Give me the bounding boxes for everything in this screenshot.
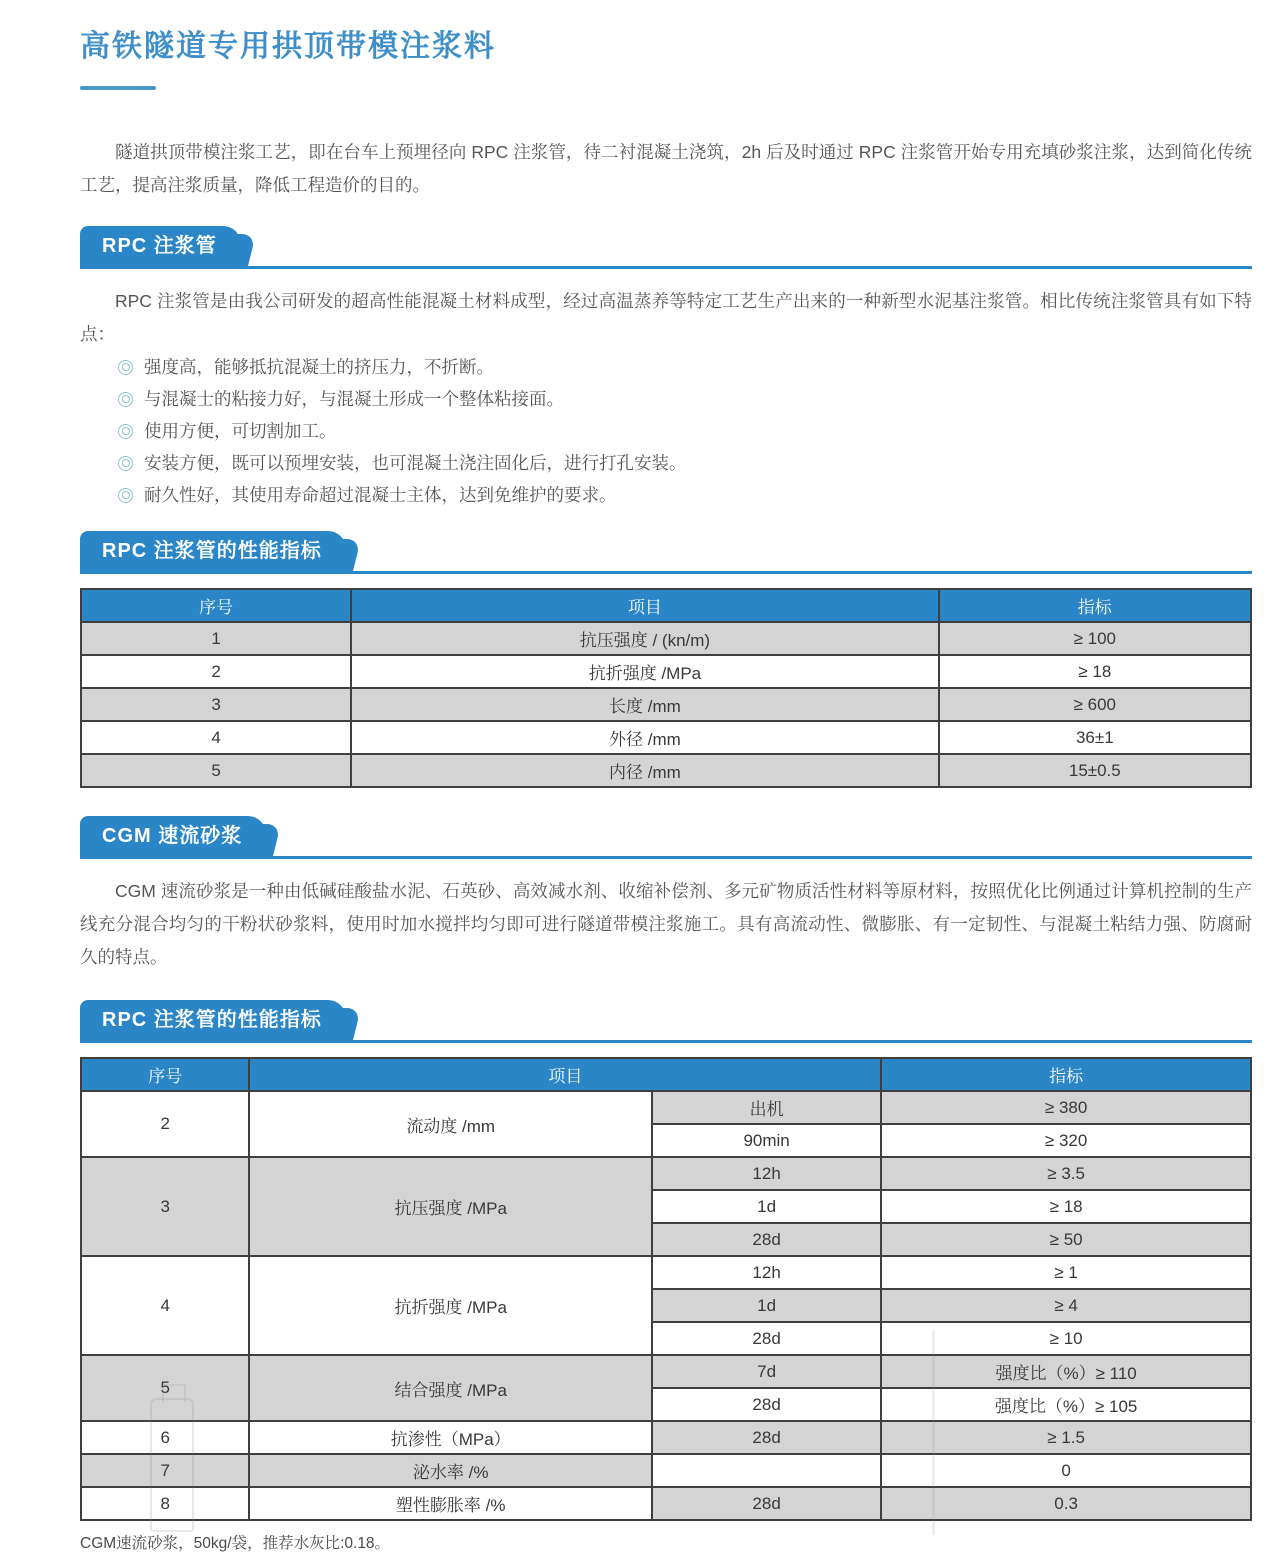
feature-text: 与混凝士的粘接力好，与混凝土形成一个整体粘接面。: [144, 389, 564, 409]
table-row: [81, 721, 1251, 754]
table-row: [81, 1256, 1251, 1289]
table-cell: 抗折强度 /MPa: [351, 655, 938, 688]
double-circle-bullet-icon: [118, 488, 133, 503]
table-row: [81, 655, 1251, 688]
table-cell: ≥ 100: [939, 622, 1251, 655]
value-cell: 0.3: [881, 1487, 1251, 1520]
table-header-cell: 项目: [351, 589, 938, 622]
table-cell: 36±1: [939, 721, 1251, 754]
double-circle-bullet-icon: [118, 392, 133, 407]
section-tab-label: CGM 速流砂浆: [102, 825, 243, 847]
table-row: [81, 622, 1251, 655]
serial-cell: 8: [81, 1487, 249, 1520]
serial-cell: 4: [81, 1256, 249, 1355]
table-header-cell: 指标: [881, 1058, 1251, 1091]
table-cell: 内径 /mm: [351, 754, 938, 787]
feature-item: [118, 387, 1252, 411]
value-cell: 0: [881, 1454, 1251, 1487]
section-header-rpc-table: [80, 531, 1252, 574]
feature-text: 安装方便，既可以预埋安装，也可混凝土浇注固化后，进行打孔安装。: [144, 453, 687, 473]
section-tab-cgm: [80, 816, 266, 856]
condition-cell: 28d: [652, 1388, 881, 1421]
feature-text: 使用方便，可切割加工。: [144, 421, 337, 441]
section-header-cgm-table: [80, 1000, 1252, 1043]
serial-cell: 6: [81, 1421, 249, 1454]
condition-cell: 12h: [652, 1256, 881, 1289]
section-tab-label: RPC 注浆管的性能指标: [102, 1009, 322, 1031]
table-row: [81, 1487, 1251, 1520]
feature-text: 强度高，能够抵抗混凝土的挤压力，不折断。: [144, 357, 494, 377]
table-cell: 1: [81, 622, 351, 655]
item-cell: 塑性膨胀率 /%: [249, 1487, 651, 1520]
condition-cell: 28d: [652, 1223, 881, 1256]
table-header-row: [81, 1058, 1251, 1091]
value-cell: ≥ 1.5: [881, 1421, 1251, 1454]
intro-paragraph: 隧道拱顶带模注浆工艺，即在台车上预埋径向 RPC 注浆管，待二衬混凝土浇筑，2h 后及时通过 RPC 注浆管开始专用充填砂浆注浆，达到简化传统工艺，提高注浆质量，降低工程造价的目的。: [80, 142, 1252, 195]
table-cell: 15±0.5: [939, 754, 1251, 787]
section-tab-label: RPC 注浆管: [102, 235, 217, 257]
table-row: [81, 1421, 1251, 1454]
section-tab-rpc-table: [80, 531, 346, 571]
table-cell: 5: [81, 754, 351, 787]
value-cell: ≥ 3.5: [881, 1157, 1251, 1190]
table-header-row: [81, 589, 1251, 622]
value-cell: ≥ 10: [881, 1322, 1251, 1355]
section-tab-rpc-pipe: [80, 226, 241, 266]
feature-item: [118, 355, 1252, 379]
value-cell: ≥ 50: [881, 1223, 1251, 1256]
double-circle-bullet-icon: [118, 424, 133, 439]
condition-cell: 90min: [652, 1124, 881, 1157]
section-header-cgm: [80, 816, 1252, 859]
section-tab-cgm-table: [80, 1000, 346, 1040]
serial-cell: 7: [81, 1454, 249, 1487]
table-cell: 抗压强度 / (kn/m): [351, 622, 938, 655]
feature-item: [118, 483, 1252, 507]
table-cell: 3: [81, 688, 351, 721]
value-cell: ≥ 380: [881, 1091, 1251, 1124]
rpc-spec-table: [80, 588, 1252, 788]
item-cell: 流动度 /mm: [249, 1091, 651, 1157]
feature-list: [80, 355, 1252, 507]
table-row: [81, 754, 1251, 787]
table-row: [81, 1355, 1251, 1388]
section-tab-label: RPC 注浆管的性能指标: [102, 540, 322, 562]
condition-cell: 28d: [652, 1421, 881, 1454]
table-row: [81, 688, 1251, 721]
table-footnote: CGM速流砂浆，50kg/袋，推荐水灰比:0.18。: [80, 1535, 391, 1552]
condition-cell: 28d: [652, 1487, 881, 1520]
double-circle-bullet-icon: [118, 360, 133, 375]
feature-text: 耐久性好，其使用寿命超过混凝士主体，达到免维护的要求。: [144, 485, 617, 505]
table-cell: 长度 /mm: [351, 688, 938, 721]
value-cell: 强度比（%）≥ 105: [881, 1388, 1251, 1421]
item-cell: 抗压强度 /MPa: [249, 1157, 651, 1256]
value-cell: ≥ 1: [881, 1256, 1251, 1289]
title-underline: [80, 86, 156, 90]
table-cell: 4: [81, 721, 351, 754]
table-row: [81, 1157, 1251, 1190]
table-header-cell: 指标: [939, 589, 1251, 622]
item-cell: 结合强度 /MPa: [249, 1355, 651, 1421]
value-cell: ≥ 320: [881, 1124, 1251, 1157]
table-cell: ≥ 18: [939, 655, 1251, 688]
section-header-rpc-pipe: [80, 226, 1252, 269]
item-cell: 抗折强度 /MPa: [249, 1256, 651, 1355]
condition-cell: 7d: [652, 1355, 881, 1388]
table-header-cell: 序号: [81, 1058, 249, 1091]
condition-cell: 28d: [652, 1322, 881, 1355]
serial-cell: 5: [81, 1355, 249, 1421]
table-header-cell: 项目: [249, 1058, 881, 1091]
table-row: [81, 1091, 1251, 1124]
condition-cell: 1d: [652, 1190, 881, 1223]
feature-item: [118, 419, 1252, 443]
value-cell: ≥ 18: [881, 1190, 1251, 1223]
table-header-cell: 序号: [81, 589, 351, 622]
item-cell: 抗渗性（MPa）: [249, 1421, 651, 1454]
value-cell: 强度比（%）≥ 110: [881, 1355, 1251, 1388]
table-cell: ≥ 600: [939, 688, 1251, 721]
condition-cell: 12h: [652, 1157, 881, 1190]
serial-cell: 3: [81, 1157, 249, 1256]
table-row: [81, 1454, 1251, 1487]
cgm-spec-table: [80, 1057, 1252, 1521]
serial-cell: 2: [81, 1091, 249, 1157]
condition-cell: 出机: [652, 1091, 881, 1124]
value-cell: ≥ 4: [881, 1289, 1251, 1322]
double-circle-bullet-icon: [118, 456, 133, 471]
table-cell: 外径 /mm: [351, 721, 938, 754]
condition-cell: [652, 1454, 881, 1487]
rpc-pipe-description: RPC 注浆管是由我公司研发的超高性能混凝土材料成型，经过高温蒸养等特定工艺生产出来的一种新型水泥基注浆管。相比传统注浆管具有如下特点：: [80, 291, 1252, 344]
table-cell: 2: [81, 655, 351, 688]
item-cell: 泌水率 /%: [249, 1454, 651, 1487]
condition-cell: 1d: [652, 1289, 881, 1322]
page-title: 高铁隧道专用拱顶带模注浆料: [80, 30, 496, 63]
cgm-description: CGM 速流砂浆是一种由低碱硅酸盐水泥、石英砂、高效减水剂、收缩补偿剂、多元矿物质活性材料等原材料，按照优化比例通过计算机控制的生产线充分混合均匀的干粉状砂浆料，使用时加水搅拌均匀即可进行隧道带模注浆施工。具有高流动性、微膨胀、有一定韧性、与混凝土粘结力强、防腐耐久的特点。: [80, 881, 1252, 967]
feature-item: [118, 451, 1252, 475]
